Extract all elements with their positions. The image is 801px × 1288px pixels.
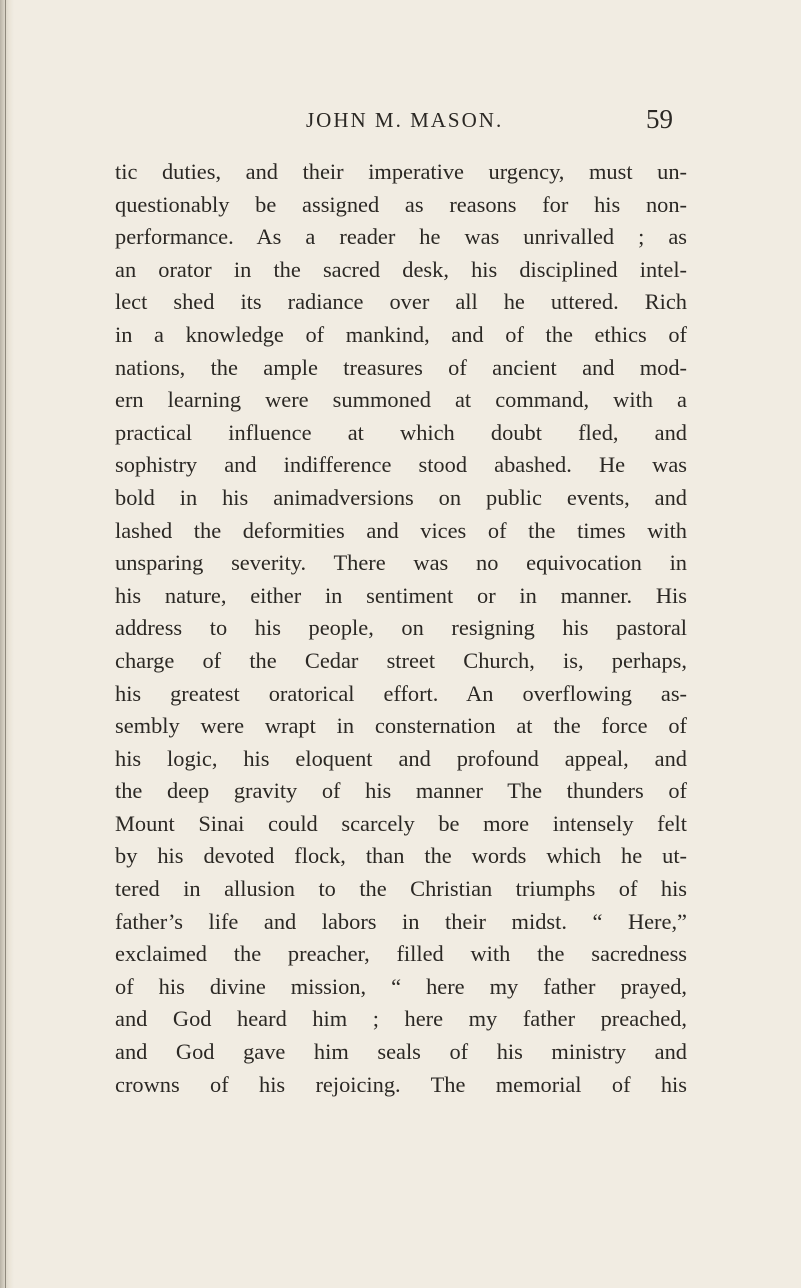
text-line: tic duties, and their imperative urgency, must un-: [115, 159, 687, 184]
text-line: by his devoted flock, than the words which he ut-: [115, 843, 687, 869]
text-line: his nature, either in sentiment or in manner. His: [115, 582, 687, 608]
text-line: the deep gravity of his manner The thunders of: [115, 778, 687, 804]
text-line: questionably be assigned as reasons for his non-: [115, 191, 687, 217]
text-line: and God gave him seals of his ministry and: [115, 1039, 687, 1065]
text-line: father’s life and labors in their midst. “ Here,”: [115, 908, 687, 934]
text-line: bold in his animadversions on public events, and: [115, 484, 687, 510]
page-header: [0, 104, 801, 144]
text-line: sophistry and indifference stood abashed. He was: [115, 452, 687, 478]
text-line: of his divine mission, “ here my father prayed,: [115, 973, 687, 999]
body-text: [115, 156, 687, 1101]
text-line: and God heard him ; here my father preached,: [115, 1006, 687, 1032]
text-line: lashed the deformities and vices of the times with: [115, 517, 687, 543]
text-line: unsparing severity. There was no equivocation in: [115, 550, 687, 576]
text-line: his logic, his eloquent and profound appeal, and: [115, 745, 687, 771]
text-line: an orator in the sacred desk, his disciplined intel-: [115, 256, 687, 282]
text-line: charge of the Cedar street Church, is, perhaps,: [115, 647, 687, 673]
text-line: lect shed its radiance over all he uttered. Rich: [115, 289, 687, 315]
text-line: crowns of his rejoicing. The memorial of his: [115, 1071, 687, 1097]
text-line: address to his people, on resigning his pastoral: [115, 615, 687, 641]
text-line: nations, the ample treasures of ancient and mod-: [115, 354, 687, 380]
page-number: 59: [646, 104, 673, 134]
text-line: ern learning were summoned at command, with a: [115, 387, 687, 413]
binding-edge-line: [5, 0, 6, 1288]
text-line: in a knowledge of mankind, and of the ethics of: [115, 321, 687, 347]
binding-gutter: [0, 0, 14, 1288]
text-line: performance. As a reader he was unrivalled ; as: [115, 224, 687, 250]
text-line: practical influence at which doubt fled, and: [115, 419, 687, 445]
text-line: his greatest oratorical effort. An overflowing as-: [115, 680, 687, 706]
text-line: tered in allusion to the Christian triumphs of his: [115, 876, 687, 902]
text-line: sembly were wrapt in consternation at the force of: [115, 713, 687, 739]
text-line: exclaimed the preacher, filled with the sacredness: [115, 941, 687, 967]
text-line: Mount Sinai could scarcely be more intensely felt: [115, 810, 687, 836]
running-head: JOHN M. MASON.: [306, 108, 504, 132]
